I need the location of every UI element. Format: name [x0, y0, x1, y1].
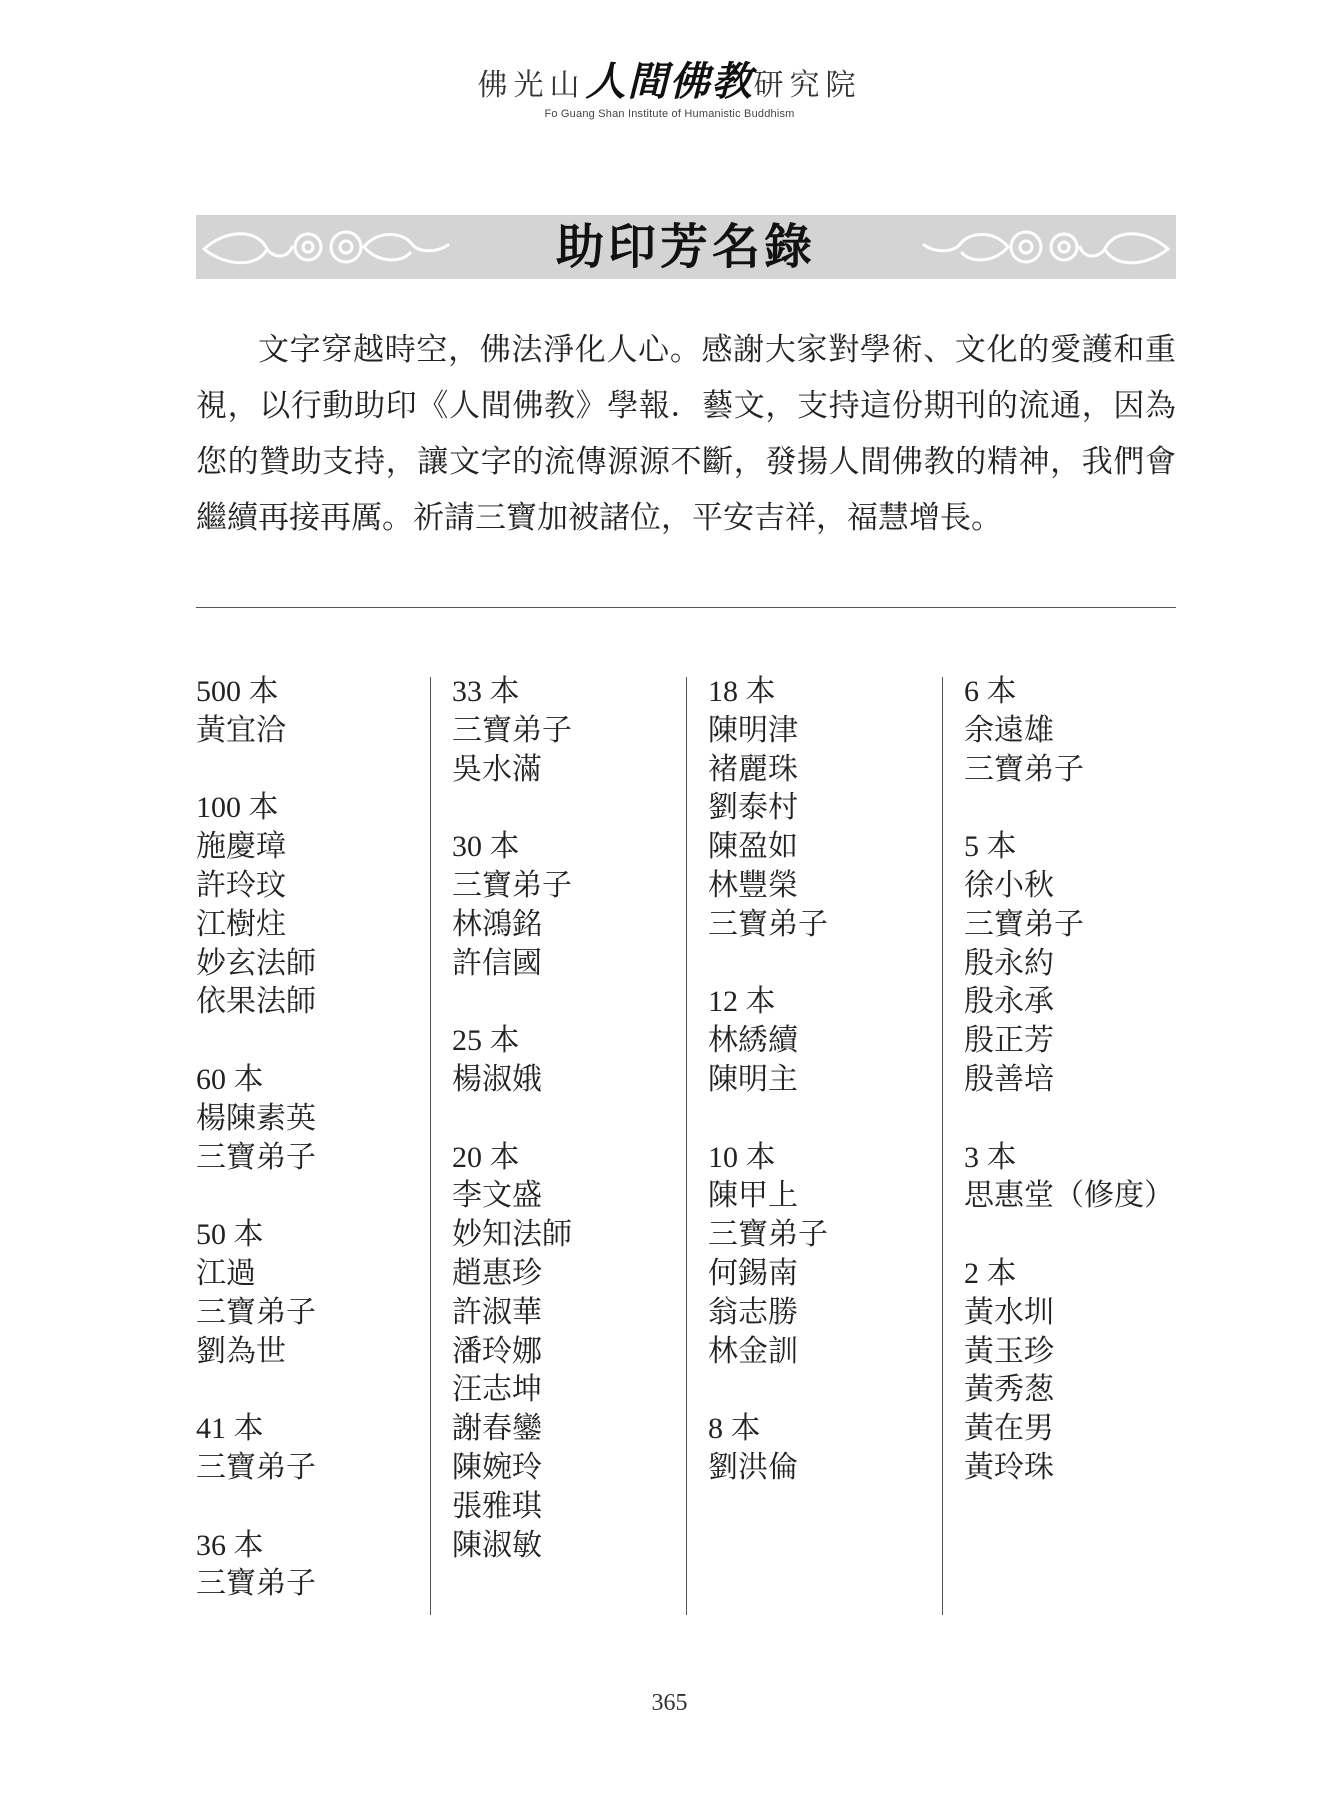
donor-name: 三寶弟子 [708, 1217, 828, 1253]
donor-name: 殷善培 [964, 1061, 1054, 1097]
donation-amount: 500 本 [196, 675, 279, 708]
donor-name: 潘玲娜 [452, 1333, 542, 1369]
donor-name: 黃玲珠 [964, 1449, 1054, 1485]
donor-name: 翁志勝 [708, 1294, 798, 1330]
donation-amount: 2 本 [964, 1256, 1017, 1290]
donor-name: 黃宜洽 [196, 712, 286, 748]
donor-name: 謝春鑾 [452, 1411, 542, 1447]
donor-column [964, 673, 1204, 1527]
institute-suffix: 研究院 [753, 68, 862, 103]
donor-name: 施慶璋 [196, 829, 286, 865]
donation-amount: 5 本 [964, 830, 1017, 864]
intro-paragraph: 文字穿越時空，佛法淨化人心。感謝大家對學術、文化的愛護和重視，以行動助印《人間佛教》學報．藝文，支持這份期刊的流通，因為您的贊助支持，讓文字的流傳源源不斷，發揚人間佛教的精神，我們會繼續再接再厲。祈請三寶加被諸位，平安吉祥，福慧增長。 [196, 332, 1176, 536]
donor-name: 吳水滿 [452, 751, 542, 787]
donation-group [452, 673, 692, 789]
donation-amount: 10 本 [708, 1140, 776, 1174]
donor-name: 林豐榮 [708, 867, 798, 903]
donation-amount: 36 本 [196, 1528, 264, 1562]
donation-group [964, 1139, 1204, 1217]
donation-amount: 3 本 [964, 1140, 1017, 1174]
donor-name: 三寶弟子 [964, 906, 1084, 942]
donation-group [708, 1139, 948, 1372]
donation-amount: 20 本 [452, 1140, 520, 1174]
donor-name: 江過 [196, 1255, 256, 1291]
donor-name: 三寶弟子 [708, 906, 828, 942]
donation-group [196, 673, 436, 751]
donation-group [452, 1139, 692, 1566]
donor-name: 許淑華 [452, 1294, 542, 1330]
donor-name: 褚麗珠 [708, 751, 798, 787]
donor-name: 許玲玟 [196, 867, 286, 903]
donor-name: 何錫南 [708, 1255, 798, 1291]
institute-logo-script: 人間佛教 [585, 58, 754, 105]
donation-amount: 50 本 [196, 1218, 264, 1252]
donor-name: 汪志坤 [452, 1372, 542, 1408]
running-header [0, 58, 1339, 120]
donation-amount: 33 本 [452, 675, 520, 708]
donation-amount: 12 本 [708, 985, 776, 1019]
donation-group [708, 983, 948, 1099]
donation-group [964, 1255, 1204, 1488]
donor-name: 劉為世 [196, 1333, 286, 1369]
donation-group [196, 1527, 436, 1605]
donation-amount: 6 本 [964, 675, 1017, 708]
institute-name [0, 58, 1339, 106]
donor-name: 三寶弟子 [964, 751, 1084, 787]
donation-amount: 60 本 [196, 1062, 264, 1096]
donor-name: 許信國 [452, 945, 542, 981]
donor-name: 林金訓 [708, 1333, 798, 1369]
donor-name: 妙知法師 [452, 1217, 572, 1253]
donor-name: 殷正芳 [964, 1023, 1054, 1059]
donor-column [708, 673, 948, 1527]
donor-name: 黃在男 [964, 1411, 1054, 1447]
scroll-ornament-left-icon [196, 223, 456, 271]
donor-name: 劉洪倫 [708, 1449, 798, 1485]
donor-name: 陳甲上 [708, 1178, 798, 1214]
donation-group [452, 1022, 692, 1100]
donor-name: 思惠堂（修度） [964, 1178, 1174, 1214]
donor-name: 三寶弟子 [196, 1449, 316, 1485]
donation-amount: 8 本 [708, 1412, 761, 1446]
donation-amount: 25 本 [452, 1024, 520, 1058]
donor-name: 陳婉玲 [452, 1449, 542, 1485]
scroll-ornament-right-icon [916, 223, 1176, 271]
institute-prefix: 佛光山 [477, 68, 586, 103]
donor-name: 陳明津 [708, 712, 798, 748]
page-number: 365 [651, 1690, 688, 1716]
donation-group [196, 789, 436, 1022]
donor-name: 余遠雄 [964, 712, 1054, 748]
donor-name: 殷永約 [964, 945, 1054, 981]
donor-column [196, 673, 436, 1643]
donor-name: 陳淑敏 [452, 1527, 542, 1563]
donor-name: 黃玉珍 [964, 1333, 1054, 1369]
donor-name: 黃秀葱 [964, 1372, 1054, 1408]
donor-name: 妙玄法師 [196, 945, 316, 981]
donor-name: 江樹炷 [196, 906, 286, 942]
donation-amount: 41 本 [196, 1412, 264, 1446]
donor-name: 趙惠珍 [452, 1255, 542, 1291]
donor-name: 陳盈如 [708, 829, 798, 865]
donor-name: 張雅琪 [452, 1488, 542, 1524]
donor-name: 劉泰村 [708, 790, 798, 826]
donor-name: 三寶弟子 [196, 1139, 316, 1175]
title-banner [196, 215, 1176, 279]
donation-group [964, 673, 1204, 789]
donor-name: 黃水圳 [964, 1294, 1054, 1330]
donor-name: 楊陳素英 [196, 1100, 316, 1136]
donor-list [196, 673, 1196, 1618]
donor-name: 三寶弟子 [452, 867, 572, 903]
donation-group [708, 1410, 948, 1488]
donor-name: 陳明主 [708, 1061, 798, 1097]
donation-amount: 18 本 [708, 675, 776, 708]
donation-group [452, 828, 692, 983]
donor-name: 李文盛 [452, 1178, 542, 1214]
donor-name: 三寶弟子 [196, 1294, 316, 1330]
donation-group [708, 673, 948, 945]
donor-name: 林綉續 [708, 1023, 798, 1059]
donor-name: 三寶弟子 [452, 712, 572, 748]
donor-name: 依果法師 [196, 984, 316, 1020]
donation-amount: 100 本 [196, 791, 279, 825]
donation-group [196, 1061, 436, 1177]
donor-column [452, 673, 692, 1604]
donation-group [196, 1410, 436, 1488]
page-title: 助印芳名錄 [555, 219, 816, 275]
donor-name: 三寶弟子 [196, 1566, 316, 1602]
institute-english-name: Fo Guang Shan Institute of Humanistic Buddhism [544, 108, 795, 120]
donation-group [964, 828, 1204, 1100]
donor-name: 林鴻銘 [452, 906, 542, 942]
donor-name: 殷永承 [964, 984, 1054, 1020]
donation-amount: 30 本 [452, 830, 520, 864]
donor-name: 楊淑娥 [452, 1061, 542, 1097]
section-divider [196, 607, 1176, 608]
donor-name: 徐小秋 [964, 867, 1054, 903]
donation-group [196, 1216, 436, 1371]
